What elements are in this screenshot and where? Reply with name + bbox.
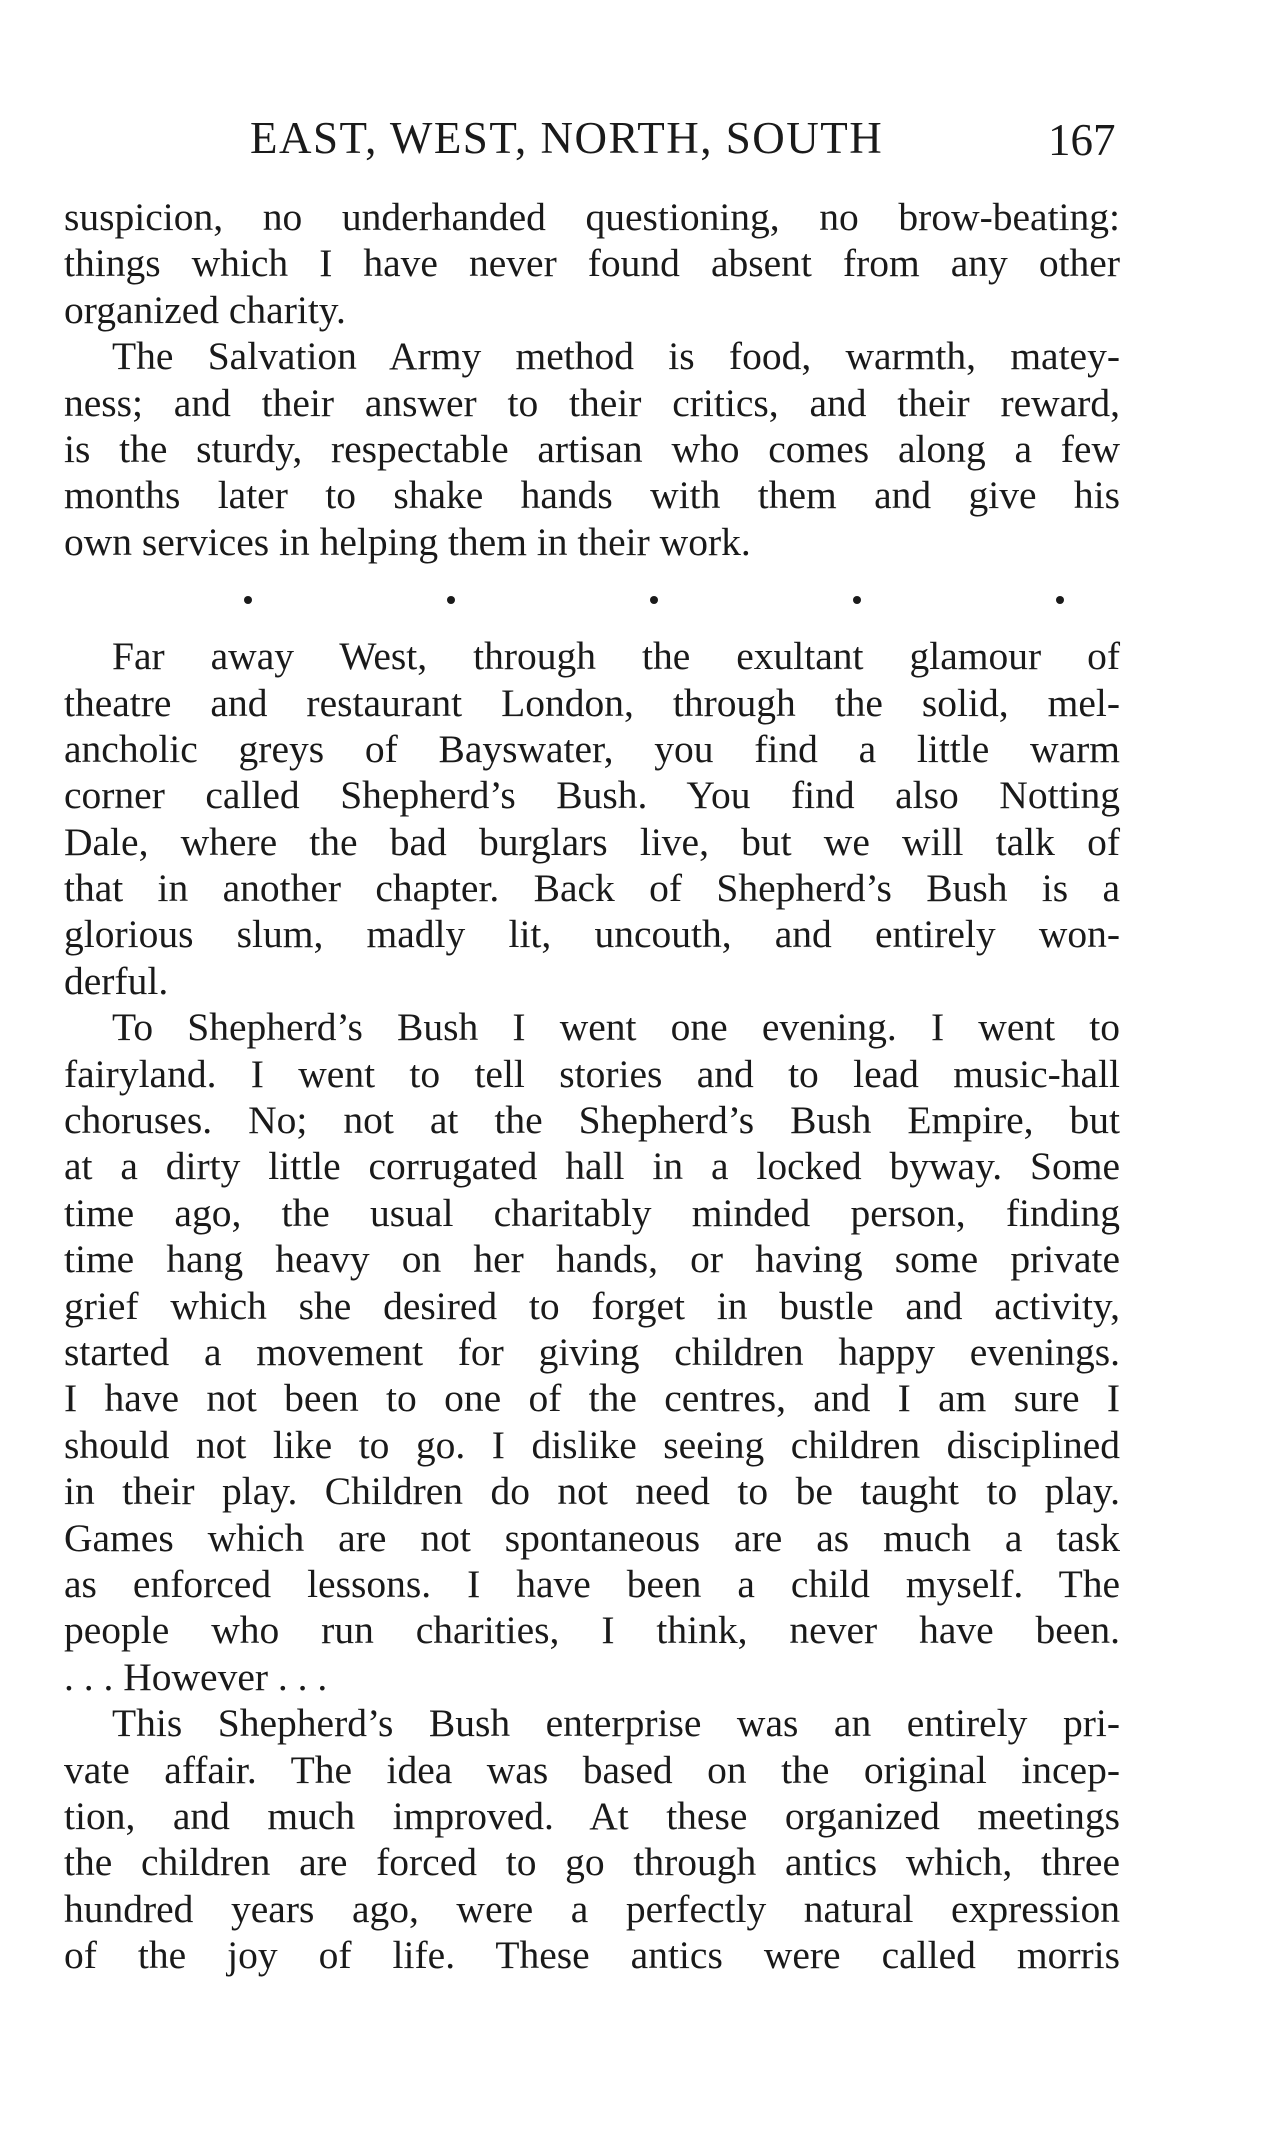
text-line: things which I have never found absent from any other — [64, 241, 1120, 286]
text-line: vate affair. The idea was based on the original incep- — [64, 1747, 1120, 1792]
text-line: . . . However . . . — [64, 1654, 328, 1699]
text-line: fairyland. I went to tell stories and to lead music-hall — [64, 1051, 1120, 1096]
text-line: that in another chapter. Back of Shepherd’s Bush is a — [64, 866, 1120, 911]
text-line: organized charity. — [64, 287, 346, 332]
text-line: choruses. No; not at the Shepherd’s Bush Empire, but — [64, 1098, 1120, 1143]
text-line: people who run charities, I think, never have been. — [64, 1608, 1120, 1653]
text-line: ancholic greys of Bayswater, you find a little warm — [64, 726, 1120, 771]
text-line: glorious slum, madly lit, uncouth, and entirely won- — [64, 912, 1120, 957]
section-break — [244, 587, 1064, 613]
text-line: hundred years ago, were a perfectly natural expression — [64, 1886, 1120, 1931]
text-line: derful. — [64, 958, 169, 1003]
text-line: should not like to go. I dislike seeing children disciplined — [64, 1422, 1120, 1467]
text-line: To Shepherd’s Bush I went one evening. I went to — [112, 1005, 1120, 1050]
text-line: months later to shake hands with them and give his — [64, 473, 1120, 518]
text-line: suspicion, no underhanded questioning, no brow-beating: — [64, 195, 1120, 239]
text-line: time hang heavy on her hands, or having some private — [64, 1237, 1120, 1282]
section-break-dot — [853, 596, 861, 604]
text-line: This Shepherd’s Bush enterprise was an entirely pri- — [112, 1701, 1120, 1746]
text-line: in their play. Children do not need to be taught to play. — [64, 1469, 1120, 1514]
section-break-dot — [447, 596, 455, 604]
text-line: ness; and their answer to their critics, and their reward, — [64, 380, 1120, 425]
section-break-dot — [244, 596, 252, 604]
text-line: at a dirty little corrugated hall in a locked byway. Some — [64, 1144, 1120, 1189]
page-number: 167 — [1048, 115, 1116, 165]
text-line: corner called Shepherd’s Bush. You find also Notting — [64, 773, 1120, 818]
text-line: started a movement for giving children happy evenings. — [64, 1329, 1120, 1374]
text-line: the children are forced to go through antics which, three — [64, 1840, 1120, 1885]
section-break-dot — [1056, 596, 1064, 604]
text-line: of the joy of life. These antics were called morris — [64, 1933, 1120, 1978]
text-line: grief which she desired to forget in bustle and activity, — [64, 1283, 1120, 1328]
text-line: own services in helping them in their work. — [64, 519, 751, 564]
text-line: Far away West, through the exultant glamour of — [112, 634, 1120, 679]
paragraph — [64, 1700, 1120, 1978]
text-line: I have not been to one of the centres, and I am sure I — [64, 1376, 1120, 1421]
text-line: as enforced lessons. I have been a child myself. The — [64, 1561, 1120, 1606]
section-break-dot — [650, 596, 658, 604]
text-line: time ago, the usual charitably minded person, finding — [64, 1190, 1120, 1235]
paragraph — [64, 333, 1120, 565]
text-line: theatre and restaurant London, through the solid, mel- — [64, 680, 1120, 725]
paragraph — [64, 633, 1120, 1004]
text-line: Games which are not spontaneous are as much a task — [64, 1515, 1120, 1560]
text-line: The Salvation Army method is food, warmth, matey- — [112, 334, 1120, 379]
text-line: is the sturdy, respectable artisan who comes along a few — [64, 426, 1120, 471]
paragraph — [64, 1004, 1120, 1700]
text-line: tion, and much improved. At these organized meetings — [64, 1793, 1120, 1838]
body-text — [64, 194, 1120, 1978]
text-line: Dale, where the bad burglars live, but we will talk of — [64, 819, 1120, 864]
paragraph — [64, 194, 1120, 333]
running-title: EAST, WEST, NORTH, SOUTH — [250, 113, 884, 163]
